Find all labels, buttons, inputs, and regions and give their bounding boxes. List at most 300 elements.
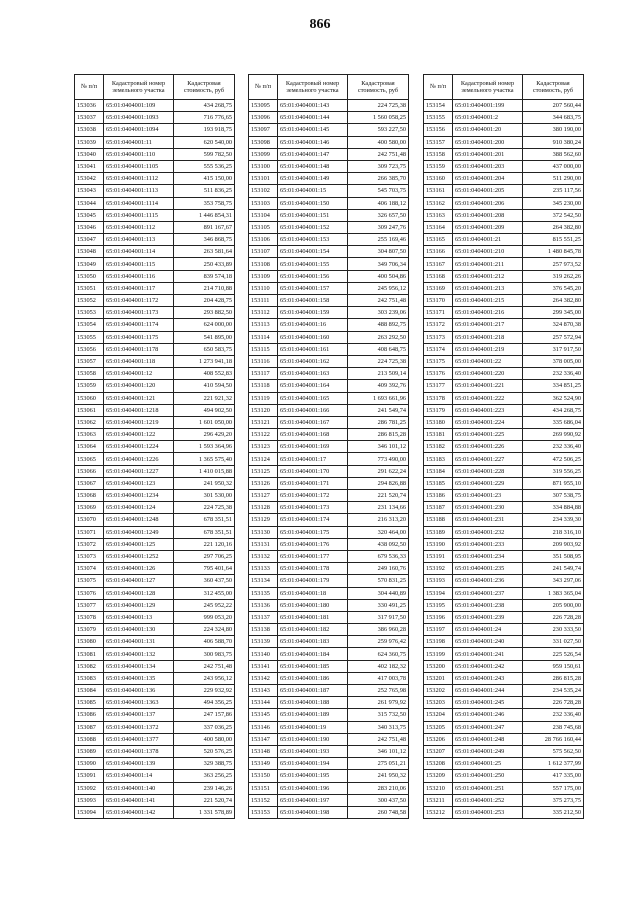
table-row	[75, 477, 235, 489]
cadastral-value: 438 092,50	[348, 538, 409, 550]
row-number: 153158	[424, 148, 453, 160]
cadastral-value: 346 101,12	[348, 441, 409, 453]
table-row	[249, 575, 409, 587]
table-row	[75, 721, 235, 733]
table-row	[424, 441, 584, 453]
table-header-row	[75, 75, 235, 100]
table-row	[424, 672, 584, 684]
cadastral-value: 434 268,75	[174, 100, 235, 112]
row-number: 153195	[424, 599, 453, 611]
cadastral-value: 224 324,80	[174, 624, 235, 636]
cadastral-value: 242 751,48	[348, 295, 409, 307]
table-row	[75, 697, 235, 709]
row-number: 153101	[249, 173, 278, 185]
table-row	[249, 453, 409, 465]
cadastral-number: 65:01:0404001:139	[104, 758, 174, 770]
row-number: 153085	[75, 697, 104, 709]
table-row	[424, 587, 584, 599]
cadastral-value: 437 000,00	[523, 160, 584, 172]
table-row	[249, 672, 409, 684]
cadastral-value: 406 188,12	[348, 197, 409, 209]
cadastral-value: 204 428,75	[174, 295, 235, 307]
table-row	[75, 575, 235, 587]
cadastral-value: 346 868,75	[174, 234, 235, 246]
table-row	[75, 782, 235, 794]
row-number: 153187	[424, 502, 453, 514]
header-value: Кадастровая стоимость, руб	[523, 75, 584, 100]
table-row	[424, 148, 584, 160]
table-row	[424, 526, 584, 538]
row-number: 153097	[249, 124, 278, 136]
row-number: 153144	[249, 697, 278, 709]
row-number: 153151	[249, 782, 278, 794]
row-number: 153122	[249, 429, 278, 441]
table-row	[424, 697, 584, 709]
table-row	[75, 599, 235, 611]
table-row	[75, 270, 235, 282]
cadastral-number: 65:01:0404001:117	[104, 282, 174, 294]
cadastral-value: 871 955,10	[523, 477, 584, 489]
cadastral-value: 402 182,32	[348, 660, 409, 672]
table-row	[424, 599, 584, 611]
cadastral-number: 65:01:0404001:240	[453, 636, 523, 648]
table-row	[424, 343, 584, 355]
cadastral-value: 242 751,48	[348, 733, 409, 745]
cadastral-number: 65:01:0404001:118	[104, 355, 174, 367]
row-number: 153191	[424, 550, 453, 562]
row-number: 153077	[75, 599, 104, 611]
cadastral-value: 221 520,74	[174, 794, 235, 806]
cadastral-table-left	[74, 74, 235, 819]
cadastral-number: 65:01:0404001:155	[278, 258, 348, 270]
cadastral-number: 65:01:0404001:205	[453, 185, 523, 197]
row-number: 153049	[75, 258, 104, 270]
row-number: 153175	[424, 355, 453, 367]
table-row	[424, 160, 584, 172]
row-number: 153142	[249, 672, 278, 684]
cadastral-number: 65:01:0404001:243	[453, 672, 523, 684]
cadastral-number: 65:01:0404001:229	[453, 477, 523, 489]
cadastral-value: 241 950,32	[348, 770, 409, 782]
table-row	[75, 343, 235, 355]
row-number: 153186	[424, 490, 453, 502]
cadastral-value: 226 728,28	[523, 697, 584, 709]
table-row	[424, 770, 584, 782]
cadastral-value: 245 956,12	[348, 282, 409, 294]
row-number: 153143	[249, 685, 278, 697]
row-number: 153209	[424, 770, 453, 782]
cadastral-number: 65:01:0404001:1113	[104, 185, 174, 197]
cadastral-number: 65:01:0404001:161	[278, 343, 348, 355]
cadastral-number: 65:01:0404001:172	[278, 490, 348, 502]
row-number: 153054	[75, 319, 104, 331]
table-row	[424, 611, 584, 623]
row-number: 153062	[75, 416, 104, 428]
table-row	[75, 136, 235, 148]
row-number: 153051	[75, 282, 104, 294]
cadastral-number: 65:01:0404001:22	[453, 355, 523, 367]
cadastral-number: 65:01:0404001:219	[453, 343, 523, 355]
row-number: 153070	[75, 514, 104, 526]
cadastral-value: 193 918,75	[174, 124, 235, 136]
row-number: 153208	[424, 758, 453, 770]
table-row	[249, 587, 409, 599]
cadastral-number: 65:01:0404001:146	[278, 136, 348, 148]
cadastral-value: 624 000,00	[174, 319, 235, 331]
cadastral-value: 232 336,40	[523, 441, 584, 453]
cadastral-value: 408 648,75	[348, 343, 409, 355]
cadastral-number: 65:01:0404001:176	[278, 538, 348, 550]
table-row	[249, 246, 409, 258]
cadastral-number: 65:01:0404001:126	[104, 563, 174, 575]
cadastral-value: 417 003,78	[348, 672, 409, 684]
table-row	[424, 477, 584, 489]
table-row	[424, 185, 584, 197]
cadastral-number: 65:01:0404001:174	[278, 514, 348, 526]
table-row	[75, 355, 235, 367]
cadastral-number: 65:01:0404001:185	[278, 660, 348, 672]
table-row	[75, 660, 235, 672]
cadastral-number: 65:01:0404001:208	[453, 209, 523, 221]
row-number: 153066	[75, 465, 104, 477]
cadastral-value: 334 884,88	[523, 502, 584, 514]
table-row	[424, 319, 584, 331]
row-number: 153059	[75, 380, 104, 392]
row-number: 153148	[249, 745, 278, 757]
table-row	[75, 745, 235, 757]
cadastral-value: 300 437,50	[348, 794, 409, 806]
cadastral-value: 231 134,66	[348, 502, 409, 514]
cadastral-number: 65:01:0404001:1363	[104, 697, 174, 709]
row-number: 153210	[424, 782, 453, 794]
table-row	[424, 575, 584, 587]
table-row	[424, 685, 584, 697]
cadastral-value: 317 917,50	[348, 611, 409, 623]
table-row	[75, 453, 235, 465]
cadastral-number: 65:01:0404001:1219	[104, 416, 174, 428]
cadastral-value: 555 536,25	[174, 160, 235, 172]
table-row	[75, 307, 235, 319]
cadastral-value: 224 725,38	[348, 100, 409, 112]
cadastral-value: 472 506,25	[523, 453, 584, 465]
cadastral-value: 300 983,75	[174, 648, 235, 660]
cadastral-number: 65:01:0404001:188	[278, 697, 348, 709]
cadastral-number: 65:01:0404001:199	[453, 100, 523, 112]
row-number: 153106	[249, 234, 278, 246]
table-row	[75, 587, 235, 599]
cadastral-number: 65:01:0404001:183	[278, 636, 348, 648]
cadastral-number: 65:01:0404001:239	[453, 611, 523, 623]
table-row	[424, 368, 584, 380]
cadastral-number: 65:01:0404001:212	[453, 270, 523, 282]
cadastral-number: 65:01:0404001:231	[453, 514, 523, 526]
row-number: 153042	[75, 173, 104, 185]
table-row	[75, 490, 235, 502]
cadastral-number: 65:01:0404001:1175	[104, 331, 174, 343]
cadastral-value: 216 313,20	[348, 514, 409, 526]
cadastral-value: 408 552,83	[174, 368, 235, 380]
table-row	[249, 343, 409, 355]
table-row	[75, 672, 235, 684]
row-number: 153198	[424, 636, 453, 648]
cadastral-value: 309 723,75	[348, 160, 409, 172]
table-row	[424, 380, 584, 392]
cadastral-number: 65:01:0404001:238	[453, 599, 523, 611]
cadastral-value: 363 256,25	[174, 770, 235, 782]
row-number: 153045	[75, 209, 104, 221]
table-row	[249, 782, 409, 794]
table-row	[75, 502, 235, 514]
row-number: 153078	[75, 611, 104, 623]
table-row	[75, 758, 235, 770]
table-row	[249, 307, 409, 319]
cadastral-number: 65:01:0404001:246	[453, 709, 523, 721]
table-row	[249, 806, 409, 818]
cadastral-number: 65:01:0404001:247	[453, 721, 523, 733]
cadastral-number: 65:01:0404001:197	[278, 794, 348, 806]
table-row	[75, 441, 235, 453]
cadastral-value: 207 560,44	[523, 100, 584, 112]
table-row	[249, 794, 409, 806]
table-row	[424, 514, 584, 526]
row-number: 153052	[75, 295, 104, 307]
cadastral-value: 362 524,90	[523, 392, 584, 404]
cadastral-value: 250 433,89	[174, 258, 235, 270]
table-row	[75, 173, 235, 185]
row-number: 153093	[75, 794, 104, 806]
cadastral-value: 301 530,00	[174, 490, 235, 502]
cadastral-number: 65:01:0404001:1252	[104, 550, 174, 562]
table-row	[424, 136, 584, 148]
row-number: 153105	[249, 221, 278, 233]
table-row	[249, 404, 409, 416]
table-row	[424, 429, 584, 441]
table-row	[249, 697, 409, 709]
cadastral-value: 241 549,74	[348, 404, 409, 416]
cadastral-value: 252 765,98	[348, 685, 409, 697]
cadastral-value: 593 227,50	[348, 124, 409, 136]
table-row	[249, 733, 409, 745]
row-number: 153100	[249, 160, 278, 172]
cadastral-number: 65:01:0404001:122	[104, 429, 174, 441]
cadastral-value: 346 101,12	[348, 745, 409, 757]
table-row	[75, 806, 235, 818]
cadastral-value: 264 382,80	[523, 221, 584, 233]
row-number: 153131	[249, 538, 278, 550]
table-row	[424, 100, 584, 112]
cadastral-value: 242 751,48	[174, 660, 235, 672]
table-row	[424, 416, 584, 428]
table-row	[424, 624, 584, 636]
row-number: 153141	[249, 660, 278, 672]
table-row	[424, 733, 584, 745]
header-num: № п/п	[75, 75, 104, 100]
table-row	[75, 100, 235, 112]
row-number: 153121	[249, 416, 278, 428]
cadastral-number: 65:01:0404001:193	[278, 745, 348, 757]
cadastral-number: 65:01:0404001:1372	[104, 721, 174, 733]
row-number: 153188	[424, 514, 453, 526]
cadastral-value: 232 336,40	[523, 709, 584, 721]
cadastral-number: 65:01:0404001:184	[278, 648, 348, 660]
cadastral-value: 386 960,28	[348, 624, 409, 636]
table-row	[75, 685, 235, 697]
cadastral-number: 65:01:0404001:25	[453, 758, 523, 770]
row-number: 153178	[424, 392, 453, 404]
table-row	[75, 648, 235, 660]
cadastral-value: 557 175,00	[523, 782, 584, 794]
table-row	[249, 209, 409, 221]
row-number: 153169	[424, 282, 453, 294]
row-number: 153109	[249, 270, 278, 282]
cadastral-number: 65:01:0404001:198	[278, 806, 348, 818]
cadastral-value: 243 956,12	[174, 672, 235, 684]
cadastral-number: 65:01:0404001:114	[104, 246, 174, 258]
row-number: 153200	[424, 660, 453, 672]
header-num: № п/п	[249, 75, 278, 100]
table-row	[75, 514, 235, 526]
row-number: 153161	[424, 185, 453, 197]
table-row	[424, 234, 584, 246]
cadastral-number: 65:01:0404001:236	[453, 575, 523, 587]
cadastral-value: 209 903,92	[523, 538, 584, 550]
table-row	[249, 648, 409, 660]
row-number: 153081	[75, 648, 104, 660]
cadastral-number: 65:01:0404001:152	[278, 221, 348, 233]
table-row	[75, 380, 235, 392]
cadastral-number: 65:01:0404001:180	[278, 599, 348, 611]
cadastral-value: 249 160,76	[348, 563, 409, 575]
cadastral-value: 317 917,50	[523, 343, 584, 355]
row-number: 153128	[249, 502, 278, 514]
row-number: 153127	[249, 490, 278, 502]
cadastral-value: 334 851,25	[523, 380, 584, 392]
table-row	[249, 380, 409, 392]
row-number: 153137	[249, 611, 278, 623]
header-value: Кадастровая стоимость, руб	[174, 75, 235, 100]
row-number: 153140	[249, 648, 278, 660]
cadastral-value: 307 538,75	[523, 490, 584, 502]
cadastral-value: 815 551,25	[523, 234, 584, 246]
table-row	[249, 490, 409, 502]
cadastral-number: 65:01:0404001:162	[278, 355, 348, 367]
row-number: 153194	[424, 587, 453, 599]
cadastral-table-middle	[248, 74, 409, 819]
row-number: 153185	[424, 477, 453, 489]
table-row	[75, 550, 235, 562]
cadastral-value: 283 210,06	[348, 782, 409, 794]
cadastral-value: 294 826,88	[348, 477, 409, 489]
row-number: 153120	[249, 404, 278, 416]
row-number: 153107	[249, 246, 278, 258]
cadastral-value: 773 490,00	[348, 453, 409, 465]
cadastral-value: 329 388,75	[174, 758, 235, 770]
cadastral-value: 263 581,64	[174, 246, 235, 258]
cadastral-number: 65:01:0404001:1248	[104, 514, 174, 526]
cadastral-value: 409 392,76	[348, 380, 409, 392]
row-number: 153110	[249, 282, 278, 294]
table-row	[75, 770, 235, 782]
table-row	[75, 709, 235, 721]
cadastral-number: 65:01:0404001:221	[453, 380, 523, 392]
header-cadastral: Кадастровый номер земельного участка	[278, 75, 348, 100]
row-number: 153055	[75, 331, 104, 343]
cadastral-value: 650 583,75	[174, 343, 235, 355]
cadastral-value: 303 239,06	[348, 307, 409, 319]
table-row	[424, 550, 584, 562]
cadastral-value: 326 657,50	[348, 209, 409, 221]
cadastral-value: 1 560 058,25	[348, 112, 409, 124]
table-row	[249, 550, 409, 562]
cadastral-value: 1 480 845,78	[523, 246, 584, 258]
cadastral-value: 400 580,00	[348, 136, 409, 148]
cadastral-number: 65:01:0404001:19	[278, 721, 348, 733]
row-number: 153083	[75, 672, 104, 684]
cadastral-number: 65:01:0404001:16	[278, 319, 348, 331]
table-row	[424, 307, 584, 319]
row-number: 153088	[75, 733, 104, 745]
row-number: 153079	[75, 624, 104, 636]
cadastral-value: 234 535,24	[523, 685, 584, 697]
cadastral-value: 335 686,04	[523, 416, 584, 428]
table-row	[249, 465, 409, 477]
cadastral-number: 65:01:0404001:178	[278, 563, 348, 575]
row-number: 153149	[249, 758, 278, 770]
cadastral-number: 65:01:0404001:15	[278, 185, 348, 197]
cadastral-number: 65:01:0404001:228	[453, 465, 523, 477]
cadastral-number: 65:01:0404001:165	[278, 392, 348, 404]
header-cadastral: Кадастровый номер земельного участка	[453, 75, 523, 100]
cadastral-value: 376 545,20	[523, 282, 584, 294]
table-row	[424, 331, 584, 343]
cadastral-value: 378 005,00	[523, 355, 584, 367]
cadastral-value: 400 504,86	[348, 270, 409, 282]
cadastral-number: 65:01:0404001:128	[104, 587, 174, 599]
row-number: 153112	[249, 307, 278, 319]
table-row	[249, 221, 409, 233]
cadastral-value: 286 815,28	[348, 429, 409, 441]
cadastral-value: 214 710,88	[174, 282, 235, 294]
table-row	[249, 526, 409, 538]
table-row	[249, 599, 409, 611]
row-number: 153207	[424, 745, 453, 757]
row-number: 153069	[75, 502, 104, 514]
table-row	[424, 465, 584, 477]
cadastral-value: 344 683,75	[523, 112, 584, 124]
row-number: 153171	[424, 307, 453, 319]
cadastral-value: 520 576,25	[174, 745, 235, 757]
table-row	[75, 246, 235, 258]
row-number: 153087	[75, 721, 104, 733]
cadastral-number: 65:01:0404001:167	[278, 416, 348, 428]
cadastral-value: 410 594,50	[174, 380, 235, 392]
table-row	[249, 270, 409, 282]
cadastral-number: 65:01:0404001:186	[278, 672, 348, 684]
table-row	[249, 234, 409, 246]
cadastral-number: 65:01:0404001:109	[104, 100, 174, 112]
row-number: 153162	[424, 197, 453, 209]
cadastral-number: 65:01:0404001:11	[104, 136, 174, 148]
cadastral-value: 255 169,46	[348, 234, 409, 246]
cadastral-number: 65:01:0404001:232	[453, 526, 523, 538]
table-row	[249, 319, 409, 331]
table-row	[249, 429, 409, 441]
row-number: 153119	[249, 392, 278, 404]
row-number: 153118	[249, 380, 278, 392]
cadastral-number: 65:01:0404001:218	[453, 331, 523, 343]
table-row	[424, 794, 584, 806]
table-row	[424, 745, 584, 757]
